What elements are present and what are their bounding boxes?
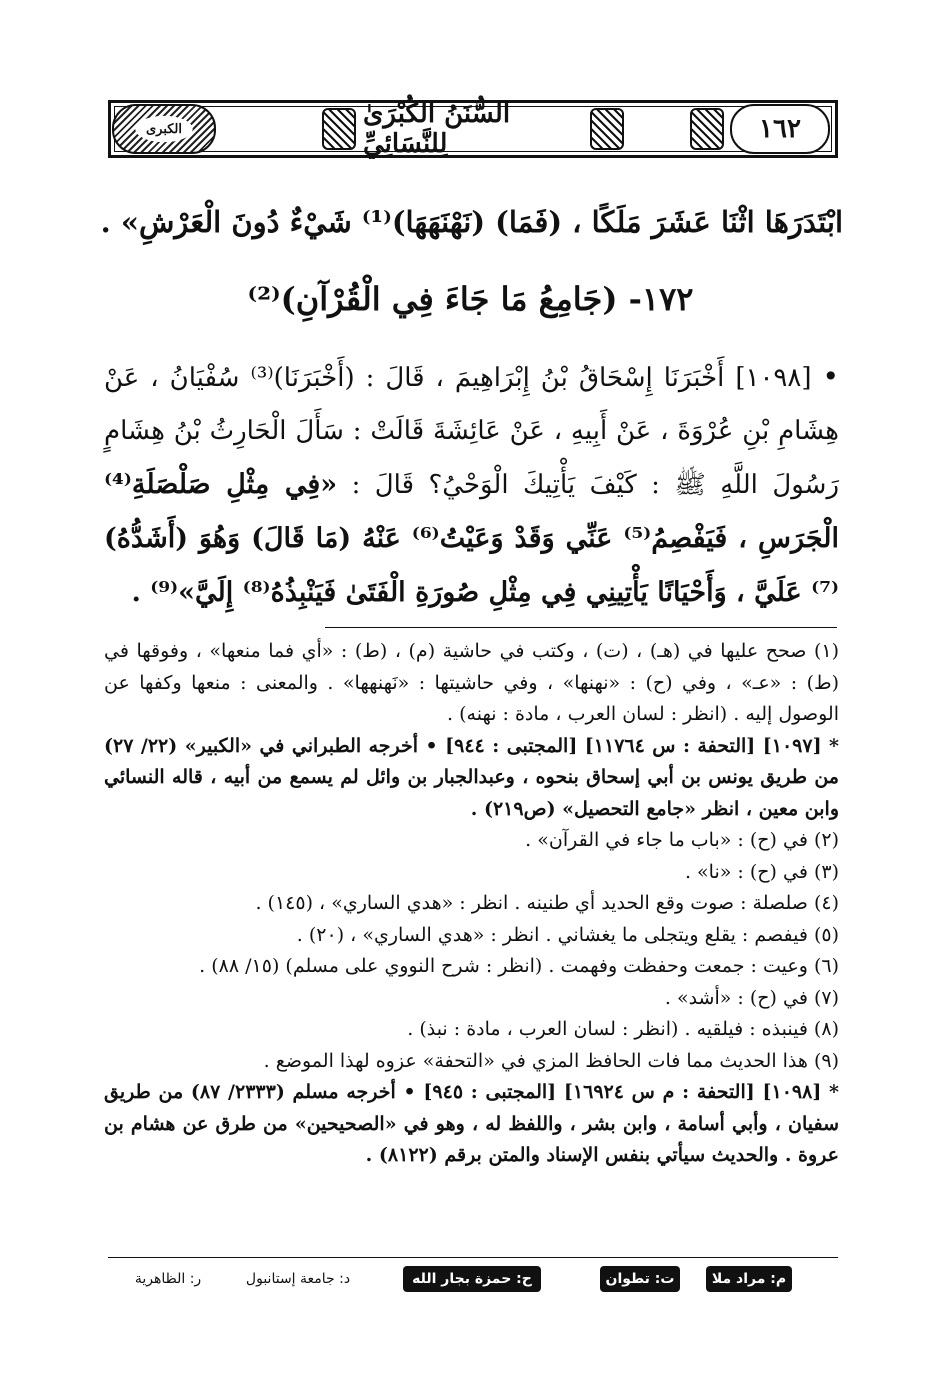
- takhrij-note: * [١٠٩٨] [التحفة : م س ١٦٩٢٤] [المجتبى : ٩٤٥] • أخرجه مسلم (٢٣٣٣/ ٨٧) من طريق سفيان ، وأبي أسامة ، وابن بشر ، واللفظ له ، وهو في «الصحيحين» من طرق عن هشام بن عروة . والحديث سيأتي بنفس الإسناد والمتن برقم (٨١٢٢) .: [104, 1081, 839, 1166]
- publisher-logo: الكبرى: [112, 104, 216, 154]
- hadith-isnad: أَخْبَرَنَا إِسْحَاقُ بْنُ إِبْرَاهِيمَ ، قَالَ : (أَخْبَرَنَا)⁽³⁾ سُفْيَانُ ، عَنْ هِشَامِ بْنِ عُرْوَةَ ، عَنْ أَبِيهِ ، عَنْ عَائِشَةَ قَالَتْ : سَأَلَ الْحَارِثُ بْنُ هِشَامٍ رَسُولَ اللَّهِ ﷺ : كَيْفَ يَأْتِيكَ الْوَحْيُ؟ قَالَ :: [104, 363, 840, 500]
- manuscript-label: ح: حمزة بجار الله: [403, 1266, 541, 1292]
- footnote: (٢) في (ح) : «باب ما جاء في القرآن» .: [525, 829, 839, 851]
- footnote: (١) صحح عليها في (هـ) ، (ت) ، وكتب في حاشية (م) ، (ط) : «أي فما منعها» ، وفوقها في (ط) : «عـ» ، وفي (ح) : «نهنها» ، وفي حاشيتها : «نَهنهها» . والمعنى : منعها وكفها عن الوصول إليه . (انظر : لسان العرب ، مادة : نهنه) .: [104, 640, 839, 725]
- ornament-icon: [590, 108, 624, 150]
- hadith-quote: «فِي مِثْلِ صَلْصَلَةِ⁽⁴⁾ الْجَرَسِ ، فَيَفْصِمُ⁽⁵⁾ عَنِّي وَقَدْ وَعَيْتُ⁽⁶⁾ عَنْهُ (مَا قَالَ) وَهُوَ (أَشَدُّهُ)⁽⁷⁾ عَلَيَّ ، وَأَحْيَانًا يَأْتِينِي فِي مِثْلِ صُورَةِ الْفَتَىٰ فَيَنْبِذُهُ⁽⁸⁾ إِلَيَّ»⁽⁹⁾ .: [104, 469, 839, 608]
- manuscript-label: م: مراد ملا: [706, 1266, 792, 1292]
- footnote: (٣) في (ح) : «نا» .: [684, 860, 839, 883]
- chapter-heading: ١٧٢- (جَامِعُ مَا جَاءَ فِي الْقُرْآنِ)⁽²⁾: [247, 280, 694, 318]
- manuscript-label: ت: تطوان: [600, 1266, 680, 1292]
- manuscript-label: ر: الظاهرية: [134, 1271, 202, 1287]
- manuscript-label: د: جامعة إستانبول: [245, 1271, 351, 1287]
- bullet-icon: •: [822, 360, 840, 393]
- footnote: (٤) صلصلة : صوت وقع الحديد أي طنينه . انظر : «هدي الساري» ، (١٤٥) .: [255, 892, 839, 914]
- hadith-number: [١٠٩٨]: [735, 363, 812, 393]
- takhrij-note: * [١٠٩٧] [التحفة : س ١١٧٦٤] [المجتبى : ٩٤٤] • أخرجه الطبراني في «الكبير» (٢٢/ ٢٧) من طريق يونس بن أبي إسحاق بنحوه ، وعبدالجبار بن وائل لم يسمع من أبيه ، قاله النسائي وابن معين ، انظر «جامع التحصيل» (ص٢١٩) .: [104, 734, 839, 820]
- footnote: (٨) فينبذه : فيلقيه . (انظر : لسان العرب ، مادة : نبذ) .: [407, 1018, 839, 1040]
- intro-line: ابْتَدَرَهَا اثْنَا عَشَرَ مَلَكًا ، (فَمَا) (نَهْنَهَهَا)⁽¹⁾ شَيْءٌ دُونَ الْعَرْشِ» .: [100, 205, 843, 239]
- footnotes: [104, 636, 839, 1172]
- footnote: (٩) هذا الحديث مما فات الحافظ المزي في «التحفة» عزوه لهذا الموضع .: [263, 1049, 839, 1072]
- ornament-icon: [690, 108, 724, 150]
- footer-rule: [108, 1257, 838, 1258]
- page-number: ١٦٢: [730, 104, 830, 154]
- page-header: [108, 100, 838, 158]
- footnote: (٦) وعيت : جمعت وحفظت وفهمت . (انظر : شرح النووي على مسلم) (١٥/ ٨٨) .: [199, 955, 839, 977]
- footnote-divider: [325, 627, 837, 628]
- book-title: السُّنَنُ الكُبْرَىٰ لِلنَّسَائِيِّ: [363, 99, 511, 159]
- ornament-icon: [322, 108, 356, 150]
- footnote: (٧) في (ح) : «أشد» .: [664, 986, 839, 1009]
- footnote: (٥) فيفصم : يقلع ويتجلى ما يغشاني . انظر : «هدي الساري» ، (٢٠) .: [296, 923, 839, 946]
- hadith-text: [104, 350, 839, 620]
